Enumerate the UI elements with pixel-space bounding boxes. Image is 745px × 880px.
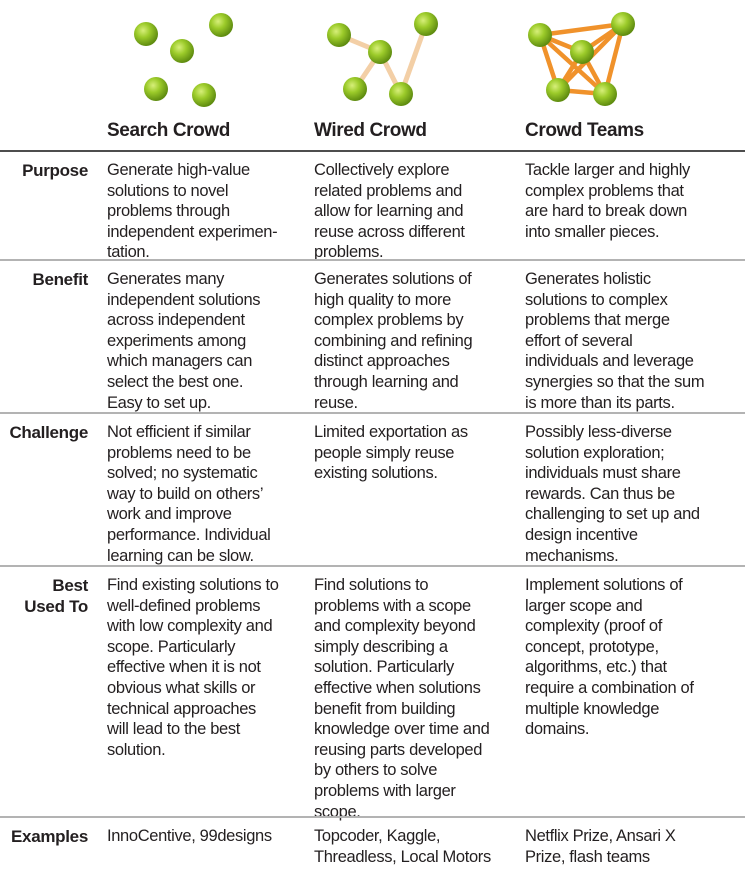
table-row-examples [0, 816, 745, 880]
crowd-teams-diagram-icon [520, 10, 660, 110]
cell-benefit-wired: Generates solutions of high quality to more complex problems by combining and refining distinct approaches through learning and reuse. [314, 270, 473, 412]
row-label-best-used-to-line1: Best [52, 576, 88, 595]
cell-examples-search: InnoCentive, 99designs [107, 827, 272, 845]
cell-bestused-teams: Implement solutions of larger scope and complexity (proof of concept, prototype, algorithms, etc.) that require a combination of multiple knowledge domains. [525, 576, 694, 739]
column-header-search-crowd: Search Crowd [107, 120, 230, 141]
table-row-purpose [0, 150, 745, 262]
search-crowd-diagram-icon [118, 10, 268, 110]
table-row-challenge [0, 412, 745, 568]
column-header-crowd-teams: Crowd Teams [525, 120, 644, 141]
cell-benefit-search: Generates many independent solutions across independent experiments among which managers can select the best one. Easy to set up. [107, 270, 261, 412]
cell-examples-wired: Topcoder, Kaggle, Threadless, Local Motors [314, 827, 491, 866]
cell-challenge-teams: Possibly less-diverse solution exploration; individuals must share rewards. Can thus be challenging to set up and design incentive mechanisms. [525, 423, 700, 565]
row-label-best-used-to-line2: Used To [24, 597, 88, 616]
cell-purpose-teams: Tackle larger and highly complex problems that are hard to break down into smaller pieces. [525, 161, 690, 241]
cell-challenge-search: Not efficient if similar problems need to be solved; no systematic way to build on others’ work and improve performance. Individual learning can be slow. [107, 423, 271, 565]
cell-purpose-wired: Collectively explore related problems and allow for learning and reuse across different problems. [314, 161, 465, 262]
column-header-wired-crowd: Wired Crowd [314, 120, 427, 141]
cell-bestused-wired: Find solutions to problems with a scope and complexity beyond simply describing a solution. Particularly effective when solutions benefit from building knowledge over time and reusing parts developed by others to solve problems with larger scope. [314, 576, 490, 821]
wired-crowd-diagram-icon [312, 10, 452, 110]
table-row-benefit [0, 259, 745, 415]
row-label-best-used-to [0, 575, 88, 617]
cell-benefit-teams: Generates holistic solutions to complex problems that merge effort of several individuals and leverage synergies so that the sum is more than its parts. [525, 270, 705, 412]
cell-challenge-wired: Limited exportation as people simply reuse existing solutions. [314, 423, 468, 483]
cell-examples-teams: Netflix Prize, Ansari X Prize, flash teams [525, 827, 676, 866]
cell-bestused-search: Find existing solutions to well-defined problems with low complexity and scope. Particularly effective when it is not obvious what skills or technical approaches will lead to the best solution. [107, 576, 279, 759]
row-label-benefit: Benefit [32, 270, 88, 289]
cell-purpose-search: Generate high-value solutions to novel problems through independent experimen- tation. [107, 161, 278, 262]
row-label-purpose: Purpose [22, 161, 88, 180]
table-row-best-used-to [0, 565, 745, 819]
row-label-examples: Examples [11, 827, 88, 846]
row-label-challenge: Challenge [9, 423, 88, 442]
